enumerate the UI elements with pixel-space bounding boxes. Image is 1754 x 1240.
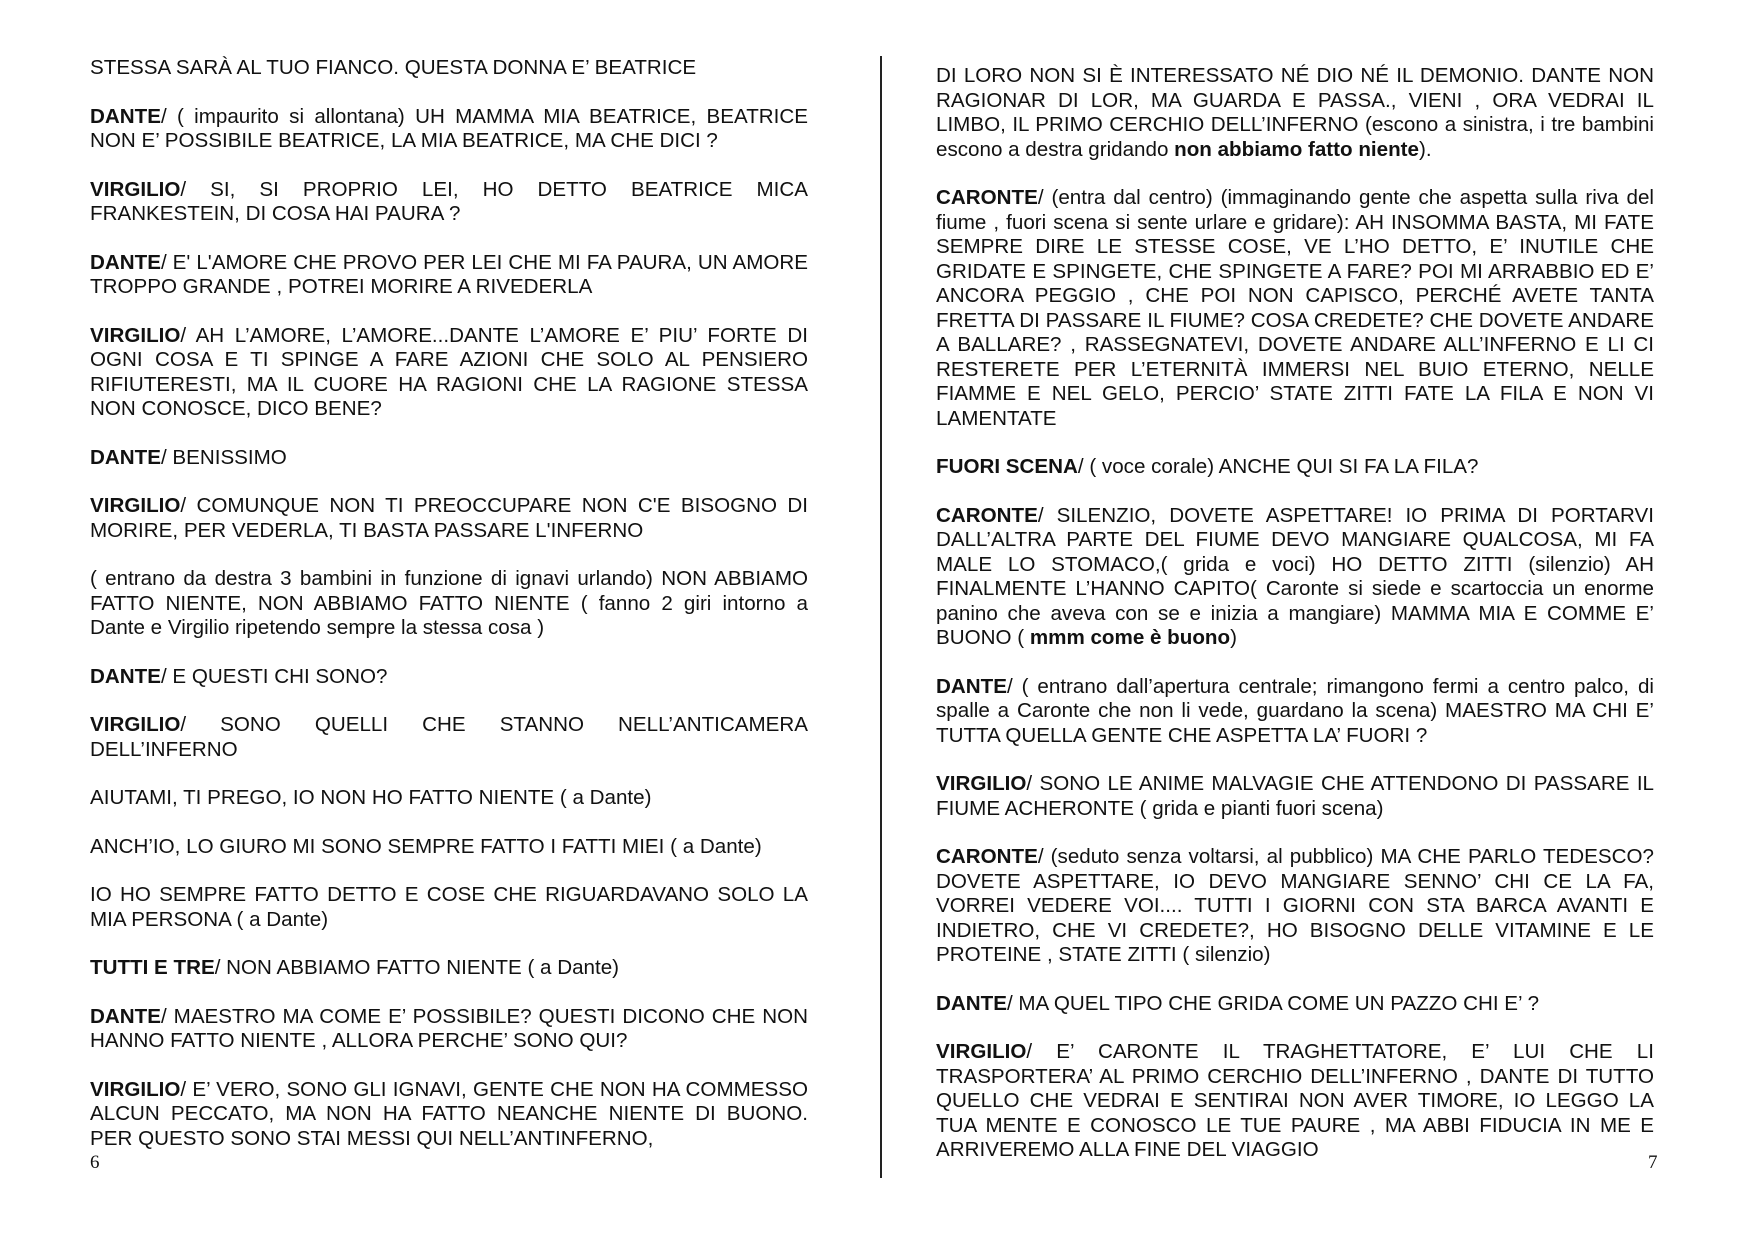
paragraph-text: / BENISSIMO — [160, 445, 287, 469]
paragraph-text: / E’ CARONTE IL TRAGHETTATORE, E’ LUI CHE LI TRASPORTERA’ AL PRIMO CERCHIO DELL’INFERNO , DANTE DI TUTTO QUELLO CHE VEDRAI E SENTIRAI NON AVER TIMORE, IO LEGGO LA TUA MENTE E CONOSCO LE TUE PAURE , MA ABBI FIDUCIA IN ME E ARRIVEREMO ALLA FINE DEL VIAGGIO — [936, 1040, 1654, 1161]
speaker-name: DANTE — [90, 104, 161, 128]
paragraph-text: / (seduto senza voltarsi, al pubblico) MA CHE PARLO TEDESCO? DOVETE ASPETTARE, IO DEVO MANGIARE SENNO’ CHI CE LA FA, VORREI VEDERE VOI.... TUTTI I GIORNI CON STA BARCA AVANTI E INDIETRO, CHE VI CREDETE?, HO BISOGNO DELLE VITAMINE E LE PROTEINE , STATE ZITTI ( silenzio) — [936, 845, 1654, 966]
paragraph-text: / MAESTRO MA COME E’ POSSIBILE? QUESTI DICONO CHE NON HANNO FATTO NIENTE , ALLORA PERCHE’ SONO QUI? — [90, 1004, 808, 1052]
script-paragraph — [90, 1078, 808, 1152]
script-paragraph — [936, 675, 1654, 749]
script-paragraph — [90, 1005, 808, 1054]
script-paragraph — [90, 324, 808, 422]
paragraph-text: / ( voce corale) ANCHE QUI SI FA LA FILA? — [1077, 455, 1479, 478]
script-paragraph — [90, 713, 808, 762]
paragraph-text: ( entrano da destra 3 bambini in funzione di ignavi urlando) NON ABBIAMO FATTO NIENTE, NON ABBIAMO FATTO NIENTE ( fanno 2 giri intorno a Dante e Virgilio ripetendo sempre la stessa cosa ) — [90, 567, 808, 639]
script-paragraph — [90, 56, 808, 81]
speaker-name: VIRGILIO — [90, 494, 181, 517]
speaker-name: VIRGILIO — [90, 323, 181, 347]
script-paragraph — [936, 504, 1654, 651]
script-paragraph — [90, 835, 808, 860]
speaker-name: VIRGILIO — [936, 772, 1027, 795]
paragraph-text: / SILENZIO, DOVETE ASPETTARE! IO PRIMA DI PORTARVI DALL’ALTRA PARTE DEL FIUME DEVO MANGIARE QUALCOSA, MI FA MALE LO STOMACO,( grida e voci) HO DETTO ZITTI (silenzio) AH FINALMENTE L’HANNO CAPITO( Caronte si siede e scartoccia un enorme panino che aveva con se e inizia a mangiare) MAMMA MIA E COMME E’ BUONO ( — [936, 503, 1654, 649]
paragraph-text: / AH L’AMORE, L’AMORE...DANTE L’AMORE E’ PIU’ FORTE DI OGNI COSA E TI SPINGE A FARE AZIONI CHE SOLO AL PENSIERO RIFIUTERESTI, MA IL CUORE HA RAGIONI CHE LA RAGIONE STESSA NON CONOSCE, DICO BENE? — [90, 323, 808, 420]
emphasis-text: mmm come è buono — [1029, 626, 1231, 649]
script-paragraph — [90, 105, 808, 154]
left-page-text — [90, 56, 808, 1175]
paragraph-text: / SONO LE ANIME MALVAGIE CHE ATTENDONO DI PASSARE IL FIUME ACHERONTE ( grida e pianti fuori scena) — [936, 772, 1654, 820]
speaker-name: VIRGILIO — [90, 1077, 181, 1101]
left-page-number: 6 — [90, 1152, 100, 1173]
paragraph-text: / ( entrano dall’apertura centrale; rimangono fermi a centro palco, di spalle a Caronte che non li vede, guardano la scena) MAESTRO MA CHI E’ TUTTA QUELLA GENTE CHE ASPETTA LA’ FUORI ? — [936, 674, 1654, 747]
speaker-name: DANTE — [936, 991, 1007, 1015]
script-paragraph — [90, 956, 808, 981]
script-paragraph — [936, 845, 1654, 968]
paragraph-text: / SI, SI PROPRIO LEI, HO DETTO BEATRICE MICA FRANKESTEIN, DI COSA HAI PAURA ? — [90, 177, 808, 225]
speaker-name: CARONTE — [936, 503, 1038, 527]
script-paragraph — [936, 186, 1654, 431]
speaker-name: CARONTE — [936, 845, 1038, 868]
right-page-number: 7 — [1648, 1152, 1658, 1173]
paragraph-text: ). — [1418, 137, 1432, 161]
script-paragraph — [936, 1040, 1654, 1163]
paragraph-text: / (entra dal centro) (immaginando gente che aspetta sulla riva del fiume , fuori scena si sente urlare e gridare): AH INSOMMA BASTA, MI FATE SEMPRE DIRE LE STESSE COSE, VE L’HO DETTO, E’ INUTILE CHE GRIDATE E SPINGETE, CHE SPINGETE A FARE? POI MI ARRABBIO ED E’ ANCORA PEGGIO , CHE POI NON CAPISCO, PERCHÉ AVETE TANTA FRETTA DI PASSARE IL FIUME? COSA CREDETE? CHE DOVETE ANDARE A BALLARE? , RASSEGNATEVI, DOVETE ANDARE ALL’INFERNO E LI CI RESTERETE PER L’ETERNITÀ IMMERSI NEL BUIO ETERNO, NELLE FIAMME E NEL GELO, PERCIO’ STATE ZITTI FATE LA FILA E NON VI LAMENTATE — [936, 186, 1654, 430]
script-paragraph — [90, 494, 808, 543]
page-divider — [880, 56, 882, 1178]
script-paragraph — [90, 251, 808, 300]
paragraph-text: / E’ VERO, SONO GLI IGNAVI, GENTE CHE NON HA COMMESSO ALCUN PECCATO, MA NON HA FATTO NEANCHE NIENTE DI BUONO. PER QUESTO SONO STAI MESSI QUI NELL’ANTINFERNO, — [90, 1077, 808, 1150]
paragraph-text: DI LORO NON SI È INTERESSATO NÉ DIO NÉ IL DEMONIO. DANTE NON RAGIONAR DI LOR, MA GUARDA E PASSA., VIENI , ORA VEDRAI IL LIMBO, IL PRIMO CERCHIO DELL’INFERNO (escono a sinistra, i tre bambini escono a destra gridando — [936, 64, 1654, 161]
speaker-name: DANTE — [90, 250, 161, 274]
paragraph-text: / E QUESTI CHI SONO? — [160, 664, 388, 688]
right-page — [884, 0, 1754, 1240]
paragraph-text: STESSA SARÀ AL TUO FIANCO. QUESTA DONNA E’ BEATRICE — [90, 56, 697, 79]
paragraph-text: ) — [1230, 626, 1237, 649]
speaker-name: DANTE — [936, 674, 1007, 698]
script-paragraph — [90, 567, 808, 641]
script-paragraph — [936, 992, 1654, 1017]
speaker-name: FUORI SCENA — [936, 455, 1078, 478]
speaker-name: CARONTE — [936, 186, 1038, 209]
paragraph-text: ANCH’IO, LO GIURO MI SONO SEMPRE FATTO I FATTI MIEI ( a Dante) — [90, 834, 762, 858]
paragraph-text: / COMUNQUE NON TI PREOCCUPARE NON C'E BISOGNO DI MORIRE, PER VEDERLA, TI BASTA PASSARE L'INFERNO — [90, 494, 808, 542]
paragraph-text: / E' L'AMORE CHE PROVO PER LEI CHE MI FA PAURA, UN AMORE TROPPO GRANDE , POTREI MORIRE A RIVEDERLA — [90, 250, 808, 298]
right-page-text — [936, 64, 1654, 1187]
script-paragraph — [90, 665, 808, 690]
speaker-name: VIRGILIO — [90, 713, 181, 736]
speaker-name: VIRGILIO — [936, 1040, 1027, 1063]
paragraph-text: / SONO QUELLI CHE STANNO NELL’ANTICAMERA DELL’INFERNO — [90, 713, 808, 761]
script-paragraph — [936, 455, 1654, 480]
paragraph-text: IO HO SEMPRE FATTO DETTO E COSE CHE RIGUARDAVANO SOLO LA MIA PERSONA ( a Dante) — [90, 883, 808, 931]
paragraph-text: AIUTAMI, TI PREGO, IO NON HO FATTO NIENTE ( a Dante) — [90, 786, 652, 809]
script-paragraph — [90, 786, 808, 811]
speaker-name: DANTE — [90, 1004, 161, 1028]
script-paragraph — [90, 446, 808, 471]
script-paragraph — [90, 883, 808, 932]
speaker-name: DANTE — [90, 664, 161, 688]
script-paragraph — [90, 178, 808, 227]
script-paragraph — [936, 772, 1654, 821]
script-paragraph — [936, 64, 1654, 162]
speaker-name: TUTTI E TRE — [90, 956, 215, 979]
speaker-name: VIRGILIO — [90, 177, 181, 201]
paragraph-text: / NON ABBIAMO FATTO NIENTE ( a Dante) — [214, 956, 620, 979]
paragraph-text: / ( impaurito si allontana) UH MAMMA MIA BEATRICE, BEATRICE NON E’ POSSIBILE BEATRICE, LA MIA BEATRICE, MA CHE DICI ? — [90, 104, 808, 152]
paragraph-text: / MA QUEL TIPO CHE GRIDA COME UN PAZZO CHI E’ ? — [1006, 991, 1540, 1015]
emphasis-text: non abbiamo fatto niente — [1174, 137, 1419, 161]
speaker-name: DANTE — [90, 445, 161, 469]
